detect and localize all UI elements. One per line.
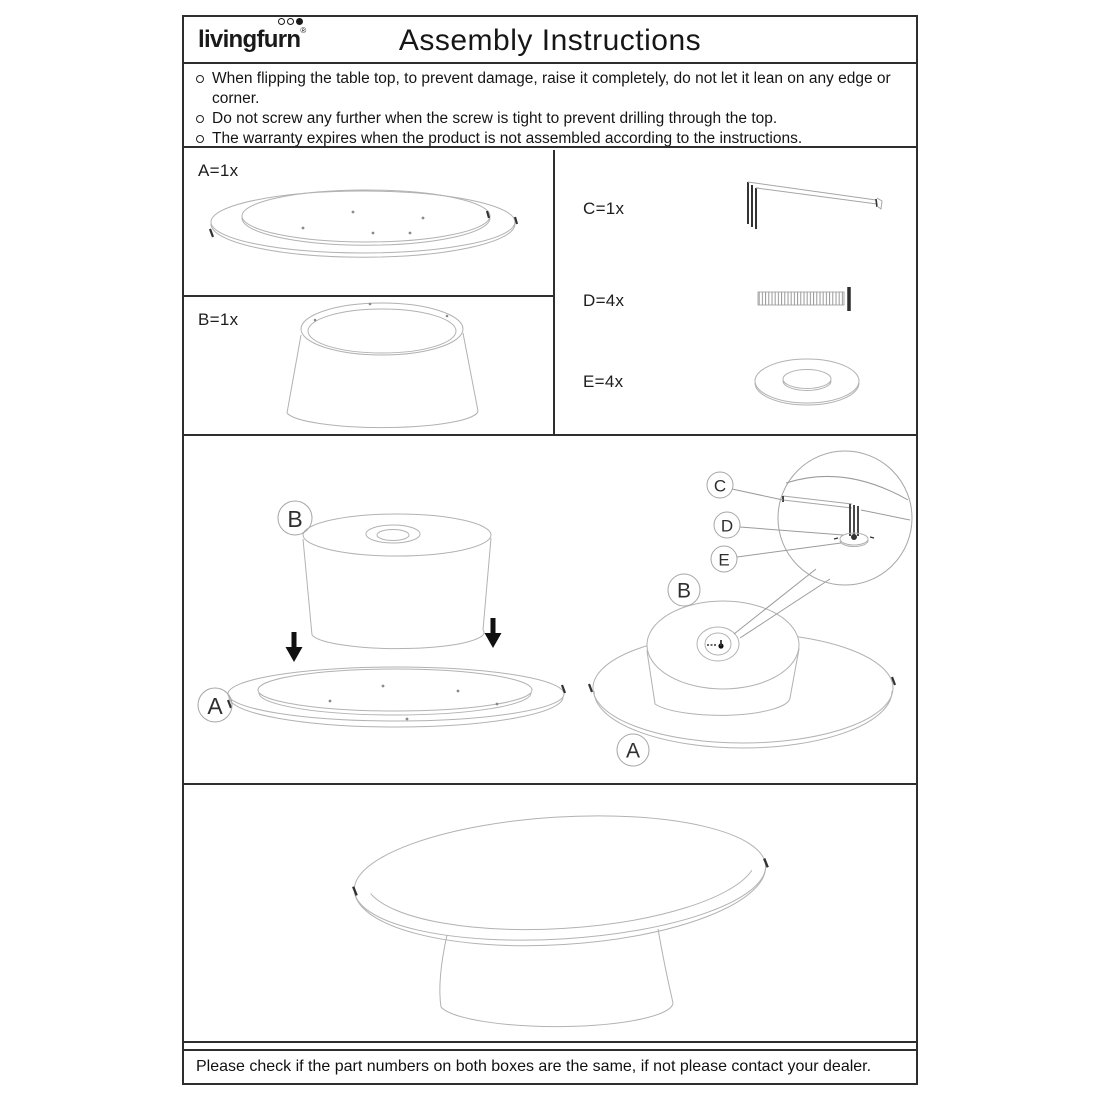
page-title: Assembly Instructions	[398, 24, 702, 57]
allen-key-illustration	[741, 172, 891, 252]
bullet-icon	[196, 135, 204, 143]
down-arrow-icon	[286, 632, 303, 662]
diagram-label-e: E	[718, 550, 730, 570]
parts-left-column	[184, 150, 555, 436]
bullet-icon	[196, 115, 204, 123]
part-c-label: C=1x	[583, 199, 625, 218]
part-b-label: B=1x	[198, 310, 239, 329]
diagram-label-a: A	[625, 739, 641, 763]
diagram-label-c: C	[713, 476, 727, 496]
parts-hardware-column	[555, 150, 916, 436]
assembly-step-diagram	[184, 438, 594, 785]
down-arrow-icon	[485, 618, 502, 648]
registered-trademark: ®	[300, 26, 306, 35]
brand-logo-text: livingfurn	[198, 26, 301, 53]
warning-text: The warranty expires when the product is not assembled according to the instructions.	[212, 130, 803, 147]
assembly-section	[184, 438, 916, 785]
diagram-label-d: D	[720, 516, 734, 536]
fastening-detail-diagram	[558, 438, 916, 785]
warning-text: When flipping the table top, to prevent damage, raise it completely, do not let it lean on any edge or corner.	[212, 70, 891, 107]
part-d-label: D=4x	[583, 291, 625, 310]
final-result-section	[184, 787, 916, 1043]
part-e-label: E=4x	[583, 372, 624, 391]
assembled-table-illustration	[184, 787, 916, 1043]
sheet-header	[184, 17, 916, 64]
table-top-illustration	[184, 150, 553, 295]
footer-note: Please check if the part numbers on both boxes are the same, if not please contact your dealer.	[184, 1049, 916, 1083]
warning-item	[194, 109, 906, 129]
screw-illustration	[755, 283, 860, 315]
diagram-label-b: B	[676, 579, 692, 603]
instruction-sheet	[182, 15, 918, 1085]
warnings-section	[184, 66, 916, 148]
part-a-label: A=1x	[198, 161, 239, 180]
base-illustration	[184, 297, 553, 436]
warning-item	[194, 69, 906, 109]
warning-text: Do not screw any further when the screw is tight to prevent drilling through the top.	[212, 110, 778, 127]
warning-item	[194, 129, 906, 149]
diagram-label-b: B	[287, 506, 303, 532]
part-box-a	[184, 150, 553, 297]
part-box-b	[184, 297, 553, 436]
parts-section	[184, 150, 916, 436]
bullet-icon	[196, 75, 204, 83]
washer-illustration	[749, 353, 867, 417]
screw-holes	[302, 211, 425, 235]
diagram-label-a: A	[207, 693, 223, 719]
